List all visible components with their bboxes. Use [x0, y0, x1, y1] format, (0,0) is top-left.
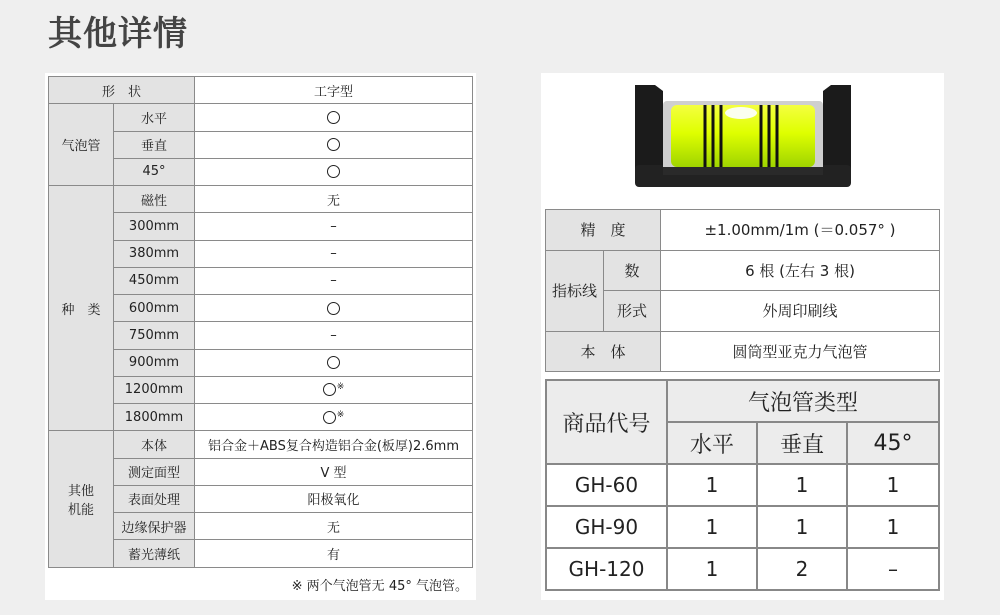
precision-label: 精 度 [546, 210, 661, 251]
spec-label: 900mm [114, 349, 195, 376]
table-row [49, 104, 473, 131]
model-value: 1 [667, 464, 757, 506]
spec-label: 表面处理 [114, 485, 195, 512]
spec-label: 45° [114, 158, 195, 185]
spec-label: 380mm [114, 240, 195, 267]
models-table [545, 379, 940, 591]
spec-label: 磁性 [114, 186, 195, 213]
model-value: 1 [847, 506, 939, 548]
circle-mark-icon [327, 356, 340, 369]
circle-mark-icon [323, 383, 336, 396]
type-group-label: 种 类 [49, 186, 114, 431]
circle-mark-icon [327, 111, 340, 124]
col-header-horizontal: 水平 [667, 422, 757, 464]
table-row [546, 464, 939, 506]
table-row [49, 431, 473, 458]
model-value: 1 [667, 506, 757, 548]
spec-panel [45, 73, 476, 600]
spec-label: 水平 [114, 104, 195, 131]
body-label: 本 体 [546, 331, 661, 372]
count-value: 6 根 (左右 3 根) [661, 250, 940, 291]
spec-value: – [195, 322, 473, 349]
spec-label: 450mm [114, 267, 195, 294]
spec-value [195, 404, 473, 431]
form-value: 外周印刷线 [661, 291, 940, 332]
model-value: 1 [667, 548, 757, 590]
spec-table [48, 76, 473, 568]
circle-mark-icon [327, 138, 340, 151]
spec-value: – [195, 267, 473, 294]
model-value: 1 [757, 506, 847, 548]
form-label: 形式 [604, 291, 661, 332]
model-value: – [847, 548, 939, 590]
footnote-mark: ※ [336, 409, 345, 420]
bubble-group-label: 气泡管 [49, 104, 114, 186]
body-value: 圆筒型亚克力气泡管 [661, 331, 940, 372]
spec-value [195, 349, 473, 376]
spec-value: 无 [195, 186, 473, 213]
spec-label: 测定面型 [114, 458, 195, 485]
count-label: 数 [604, 250, 661, 291]
spec-value: 铝合金＋ABS复合构造铝合金(板厚)2.6mm [195, 431, 473, 458]
footnote-mark: ※ [336, 382, 345, 393]
spec-label: 本体 [114, 431, 195, 458]
accuracy-table [545, 209, 940, 372]
type-header: 气泡管类型 [667, 380, 939, 422]
shape-label: 形 状 [49, 77, 195, 104]
circle-mark-icon [327, 165, 340, 178]
col-header-vertical: 垂直 [757, 422, 847, 464]
table-row [546, 506, 939, 548]
spec-label: 750mm [114, 322, 195, 349]
model-value: 1 [847, 464, 939, 506]
spec-value [195, 158, 473, 185]
precision-value: ±1.00mm/1m (＝0.057° ) [661, 210, 940, 251]
model-value: 1 [757, 464, 847, 506]
circle-mark-icon [323, 411, 336, 424]
spec-value: 阳极氧化 [195, 485, 473, 512]
table-row [546, 548, 939, 590]
spec-value: – [195, 213, 473, 240]
shape-value: 工字型 [195, 77, 473, 104]
spec-value [195, 131, 473, 158]
footnote: ※ 两个气泡管无 45° 气泡管。 [291, 579, 468, 594]
spec-value [195, 376, 473, 403]
spec-value: V 型 [195, 458, 473, 485]
spec-label: 600mm [114, 295, 195, 322]
spec-label: 300mm [114, 213, 195, 240]
model-code: GH-60 [546, 464, 667, 506]
spec-label: 蓄光薄纸 [114, 540, 195, 567]
spec-label: 1800mm [114, 404, 195, 431]
table-row [49, 186, 473, 213]
spec-label: 边缘保护器 [114, 513, 195, 540]
indicator-label: 指标线 [546, 250, 604, 331]
col-header-45: 45° [847, 422, 939, 464]
spec-value: – [195, 240, 473, 267]
other-group-label: 其他 机能 [49, 431, 114, 567]
bubble-vial-image [633, 79, 853, 191]
model-value: 2 [757, 548, 847, 590]
spec-value: 有 [195, 540, 473, 567]
spec-value [195, 295, 473, 322]
spec-label: 垂直 [114, 131, 195, 158]
spec-value: 无 [195, 513, 473, 540]
model-code: GH-90 [546, 506, 667, 548]
page-title: 其他详情 [48, 14, 188, 54]
product-panel [541, 73, 944, 600]
model-code: GH-120 [546, 548, 667, 590]
code-header: 商品代号 [546, 380, 667, 464]
spec-label: 1200mm [114, 376, 195, 403]
table-row [49, 77, 473, 104]
spec-value [195, 104, 473, 131]
circle-mark-icon [327, 302, 340, 315]
